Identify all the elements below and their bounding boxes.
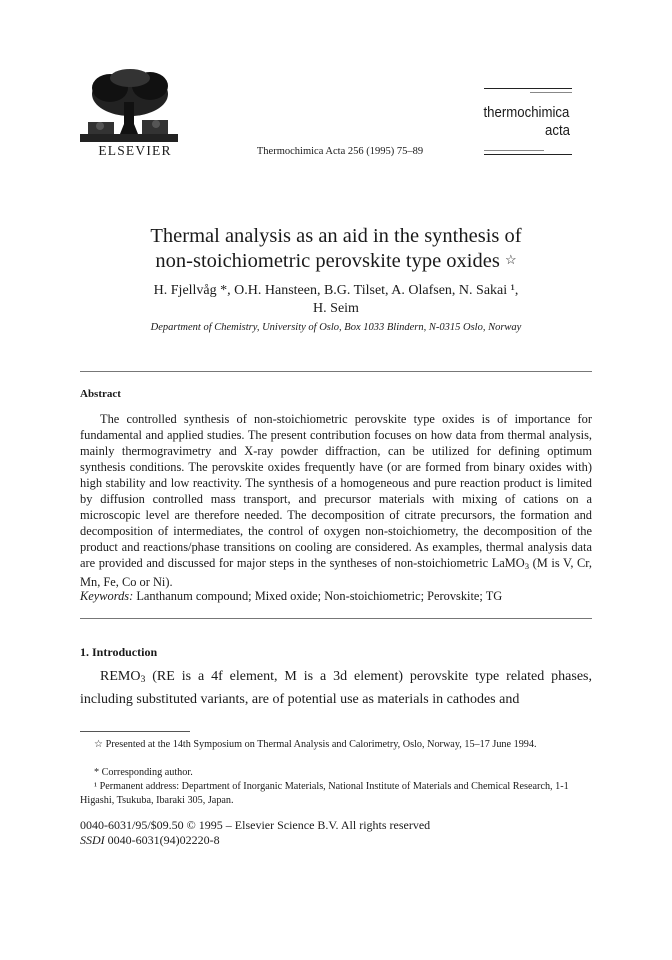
elsevier-tree-logo xyxy=(80,68,178,142)
journal-bottom-rule-thin xyxy=(484,150,544,151)
section-heading-introduction: 1. Introduction xyxy=(80,645,158,659)
journal-top-rule xyxy=(484,88,572,89)
journal-citation: Thermochimica Acta 256 (1995) 75–89 xyxy=(256,146,424,157)
abstract-top-rule xyxy=(80,371,592,372)
article-title xyxy=(90,224,582,273)
introduction-body: $REMO_3$ (RE is a 4f element, M is a 3d element) perovskite type related phases, including substituted variants, are of potential use as materials in cathodes and xyxy=(80,669,592,707)
keywords-label: Keywords: xyxy=(80,589,134,603)
footnote-permanent-address: ¹ Permanent address: Department of Inorganic Materials, National Institute of Materials and Chemical Research, 1-1 Higashi, Tsukuba, Ibaraki 305, Japan. xyxy=(80,781,569,806)
title-line2: non-stoichiometric perovskite type oxides ☆ xyxy=(155,250,517,272)
ssdi-line: SSDI 0040-6031(94)02220-8 xyxy=(80,833,220,847)
affiliation: Department of Chemistry, University of Oslo, Box 1033 Blindern, N-0315 Oslo, Norway xyxy=(150,322,522,333)
footnote-corresponding-author: * Corresponding author. xyxy=(94,767,193,778)
publisher-name: ELSEVIER xyxy=(98,143,172,158)
keywords xyxy=(80,589,592,604)
author-list xyxy=(90,282,582,318)
authors-line2: H. Seim xyxy=(313,301,359,316)
journal-bottom-rule xyxy=(484,154,572,155)
abstract-bottom-rule xyxy=(80,618,592,619)
abstract-heading: Abstract xyxy=(80,388,121,400)
journal-title-line2: acta xyxy=(545,122,570,139)
abstract-body: The controlled synthesis of non-stoichiometric perovskite type oxides is of importance for fundamental and applied studies. The present contribution focuses on how data from thermal analysis, mainly thermogravimetry and X-ray powder diffraction, can be utilized for defining optimum synthesis conditions. The perovskite oxides frequently have (or are formed from binary oxides with) high stability and low reactivity. The synthesis of a homogeneous and pure reaction product is limited by diffusion controlled mass transport, and precursor materials with mixing of cations on a microscopic level are therefore needed. The decomposition of citrate precursors, the formation and decomposition of intermediates, the control of oxygen non-stoichiometry, the decomposition of the product and reactions/phase transitions on cooling are considered. As examples, thermal analysis data are provided and discussed for major steps in the syntheses of non-stoichiometric LaMO$_3$ (M is V, Cr, Mn, Fe, Co or Ni). xyxy=(80,412,593,589)
copyright-line: 0040-6031/95/$09.50 © 1995 – Elsevier Science B.V. All rights reserved xyxy=(80,818,431,832)
title-footnote-mark: ☆ xyxy=(504,252,517,267)
journal-title-line1: thermochimica xyxy=(483,104,570,121)
title-line1: Thermal analysis as an aid in the synthesis of xyxy=(150,225,522,247)
authors-line1: H. Fjellvåg *, O.H. Hansteen, B.G. Tilset, A. Olafsen, N. Sakai ¹, xyxy=(153,283,519,298)
footnote-presented: ☆ Presented at the 14th Symposium on Thermal Analysis and Calorimetry, Oslo, Norway, 15–17 June 1994. xyxy=(94,739,537,750)
journal-top-rule-thin xyxy=(530,92,572,93)
keywords-list: Lanthanum compound; Mixed oxide; Non-stoichiometric; Perovskite; TG xyxy=(133,589,503,603)
footnote-rule xyxy=(80,731,190,732)
